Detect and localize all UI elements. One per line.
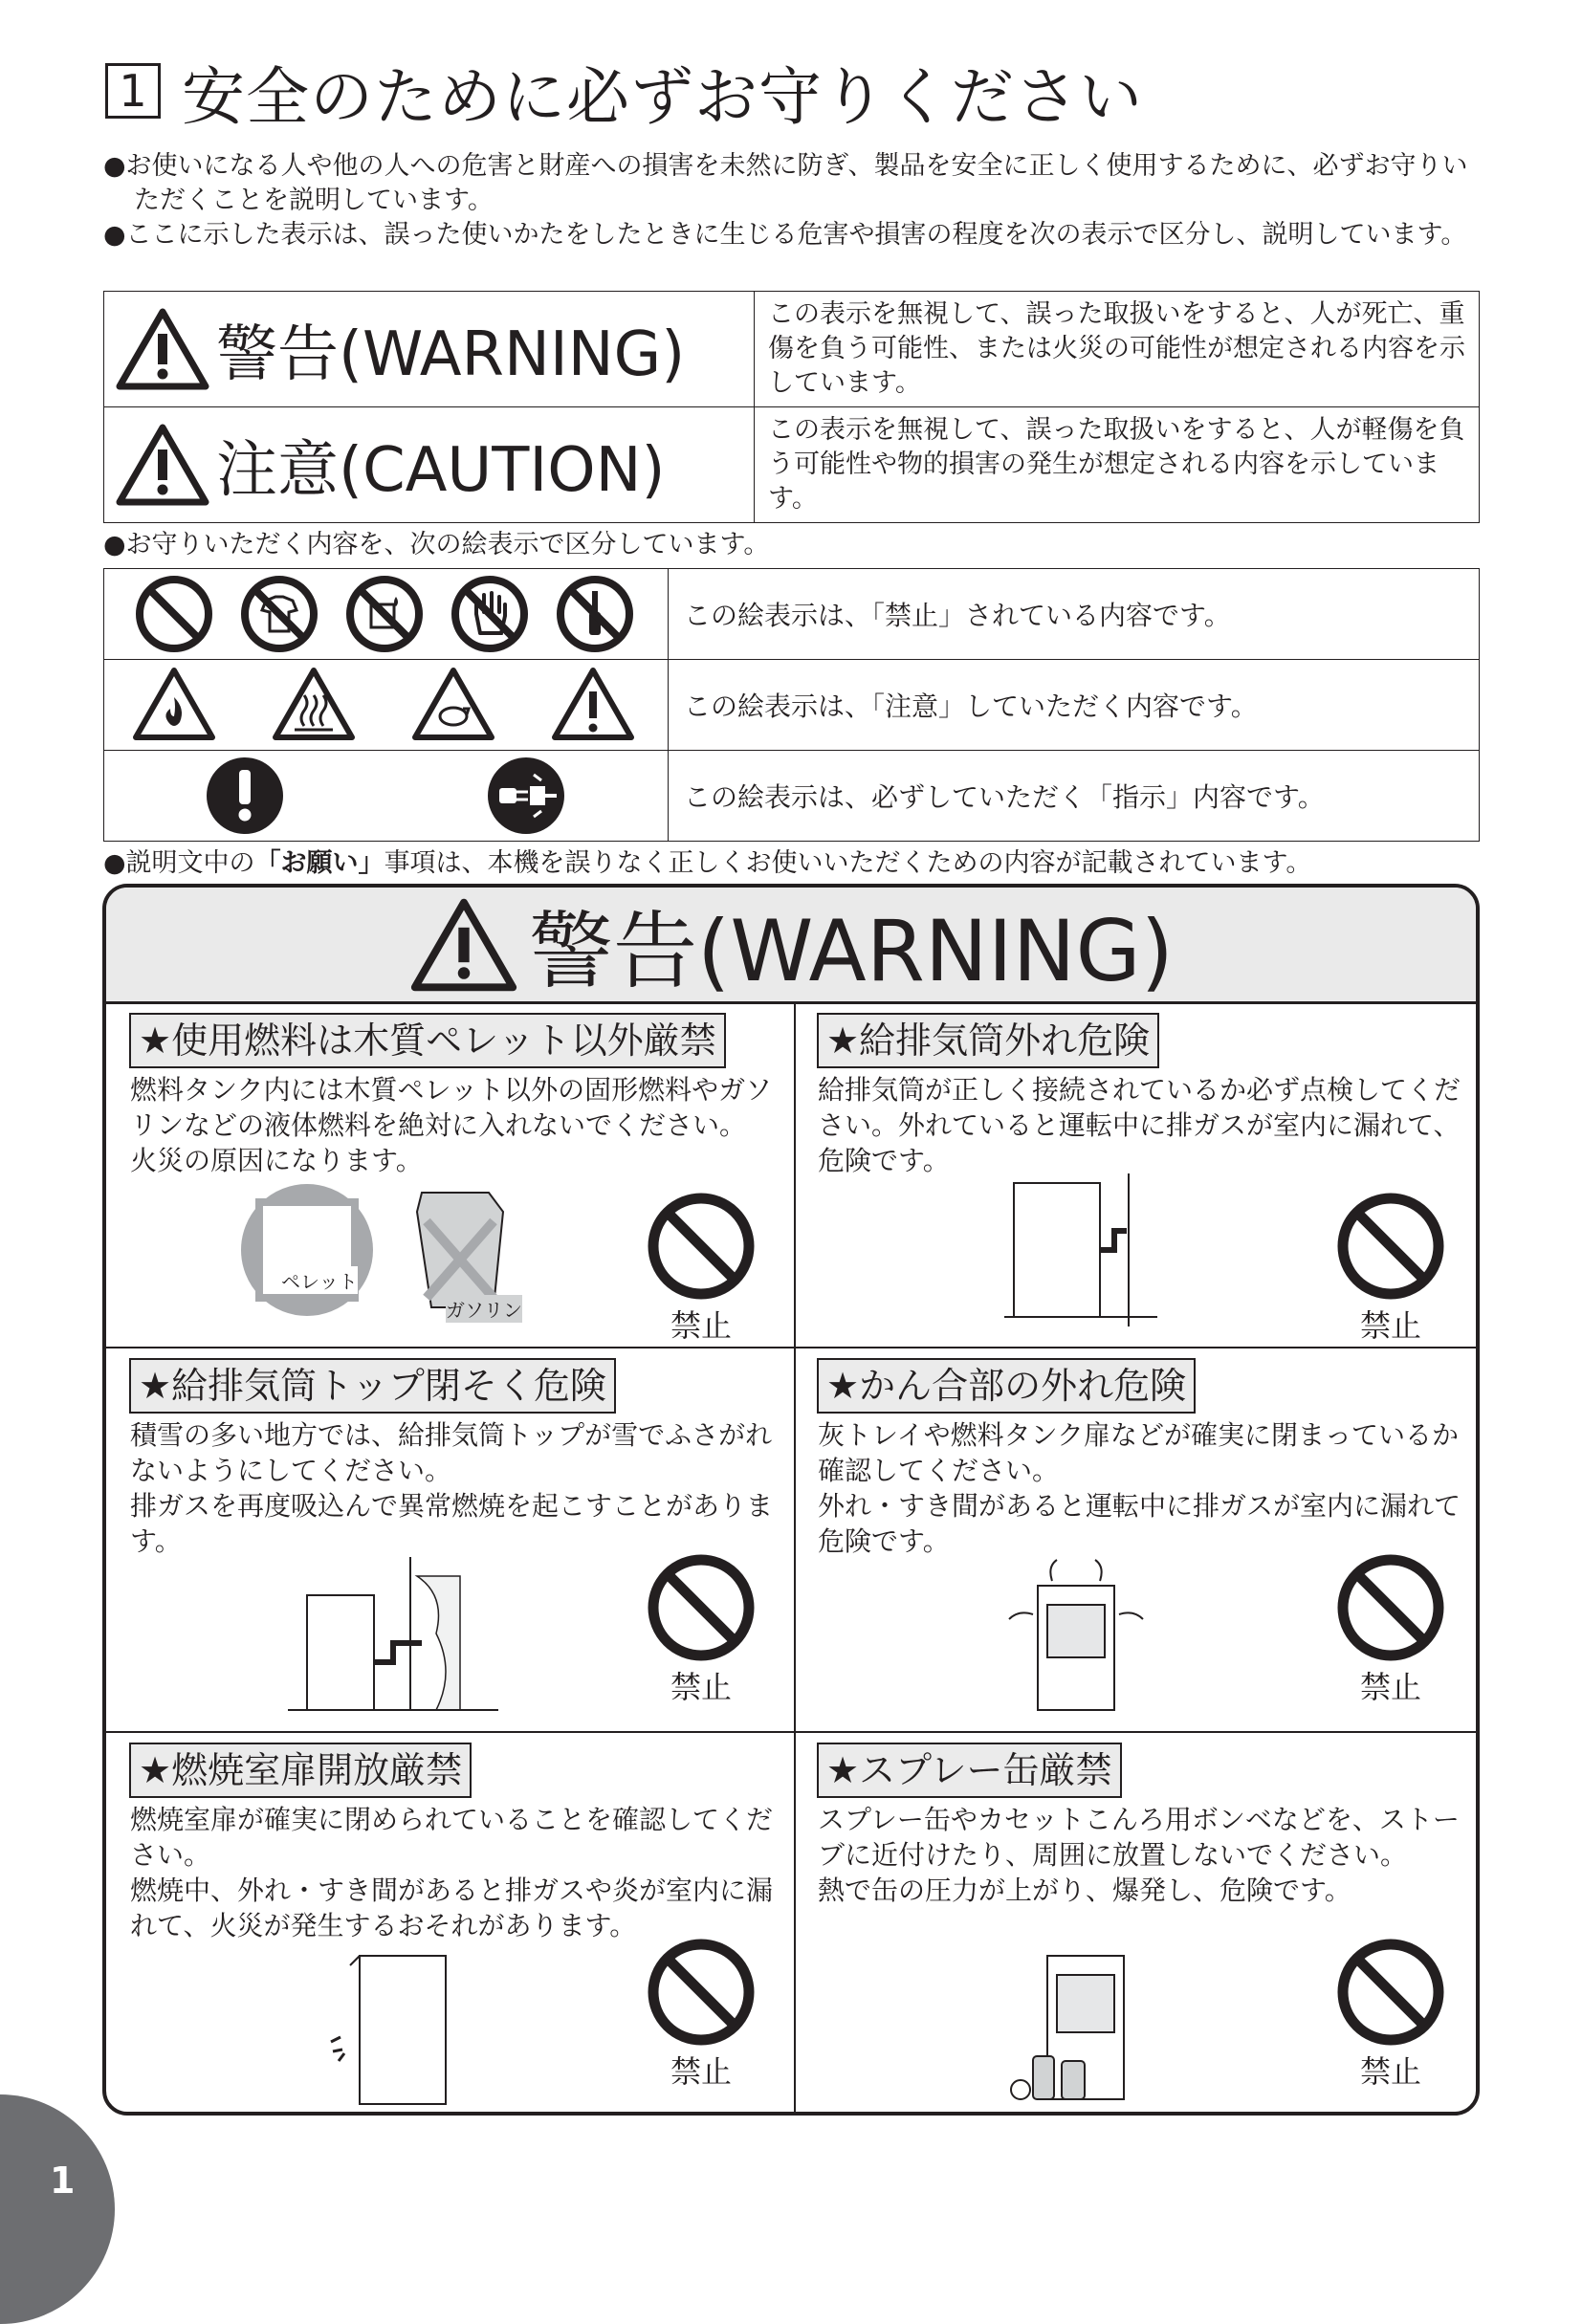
prohibition-desc: この絵表示は、「禁止」されている内容です。 [669,569,1480,660]
hot-surface-icon [275,670,352,737]
section-title: 安全のために必ずお守りください [182,59,1143,134]
warning-box-header [106,888,1476,1004]
prohibited-icon [644,1935,758,2050]
caution-triangle-icon [115,423,210,507]
warning-description: この表示を無視して、誤った取扱いをすると、人が死亡、重傷を負う可能性、または火災の可能性が想定される内容を示しています。 [755,292,1480,407]
prohibit-label: 禁止 [670,1669,732,1705]
warning-item-joints [794,1347,1480,1731]
intro-text [103,149,1490,252]
warning-item-body: スプレー缶やカセットこんろ用ボンベなどを、ストーブに近付けたり、周囲に放置しないでください。 熱で缶の圧力が上がり、爆発し、危険です。 [818,1804,1460,1906]
stove-gas-leak-illustration [1004,1557,1148,1720]
warning-item-title: ★スプレー缶厳禁 [817,1743,1122,1798]
prohibited-icon [1333,1935,1448,2050]
note-line [103,842,1311,879]
prohibited-icon [1333,1189,1448,1304]
prohibited-sign [1333,1550,1448,1707]
note-prefix: ●説明文中の [103,848,255,878]
page-number-tab [0,2094,115,2324]
snow-blocked-flue-illustration [288,1557,498,1720]
no-disassemble-icon [560,580,629,648]
warning-item-title: ★給排気筒外れ危険 [817,1013,1159,1068]
prohibited-sign [1333,1935,1448,2092]
warning-item-fuel [106,1001,794,1347]
prohibited-sign [1333,1189,1448,1346]
rotating-caution-icon [415,670,492,737]
warning-item-title: ★給排気筒トップ閉そく危険 [129,1358,616,1414]
warning-item-spray [794,1731,1480,2116]
warning-item-body: 燃料タンク内には木質ペレット以外の固形燃料やガソリンなどの液体燃料を絶対に入れないでください。 火災の原因になります。 [130,1074,773,1176]
warning-item-title: ★燃焼室扉開放厳禁 [129,1743,472,1798]
warning-item-body: 積雪の多い地方では、給排気筒トップが雪でふさがれないようにしてください。 排ガスを再度吸込んで異常燃焼を起こすことがあります。 [130,1419,774,1557]
warning-item-flue [794,1001,1480,1347]
mandatory-icons [104,751,669,842]
warning-item-body: 給排気筒が正しく接続されているか必ず点検してください。外れていると運転中に排ガスが室内に漏れて、危険です。 [818,1074,1461,1176]
pellet-label: ペレット [281,1266,358,1294]
spray-can-illustration [1009,1946,1153,2109]
warning-item-flue-top [106,1347,794,1731]
pictogram-intro-text: ●お守りいただく内容を、次の絵表示で区分しています。 [103,530,770,559]
caution-label: 注意(CAUTION) [216,435,666,506]
gasoline-label: ガソリン [446,1295,522,1323]
pictogram-table [103,568,1480,842]
prohibit-label: 禁止 [1359,2053,1421,2090]
warning-triangle-icon [408,897,519,993]
no-wet-icon [350,580,419,648]
no-touch-icon [455,580,524,648]
no-clothes-icon [245,580,314,648]
caution-icons [104,660,669,751]
mandatory-desc: この絵表示は、必ずしていただく「指示」内容です。 [669,751,1480,842]
fire-caution-icon [136,670,212,737]
pictogram-intro [103,528,1490,562]
warning-item-body: 燃焼室扉が確実に閉められていることを確認してください。 燃焼中、外れ・すき間があると排ガスや炎が室内に漏れて、火災が発生するおそれがあります。 [130,1804,774,1941]
warning-signal [105,305,753,393]
open-door-illustration [321,1946,465,2109]
flue-pipe-illustration [1004,1173,1157,1326]
prohibit-label: 禁止 [670,2053,732,2090]
warning-item-title: ★使用燃料は木質ペレット以外厳禁 [129,1013,726,1068]
page-number: 1 [50,2160,76,2202]
prohibited-icon [644,1550,758,1665]
prohibit-label: 禁止 [670,1307,732,1344]
prohibited-sign [644,1935,758,2092]
warning-box [102,884,1480,2116]
warning-box-title: 警告(WARNING) [528,901,1174,1000]
general-caution-icon [555,670,631,737]
caution-desc: この絵表示は、「注意」していただく内容です。 [669,660,1480,751]
prohibit-label: 禁止 [1359,1669,1421,1705]
warning-item-door [106,1731,794,2116]
prohibition-icons [104,569,669,660]
prohibited-icon [1333,1550,1448,1665]
intro-line: ●お使いになる人や他の人への危害と財産への損害を未然に防ぎ、製品を安全に正しく使用するために、必ずお守りいただくことを説明しています。 [103,151,1468,215]
note-suffix: 事項は、本機を誤りなく正しくお使いいただくための内容が記載されています。 [384,848,1312,878]
prohibit-label: 禁止 [1359,1307,1421,1344]
mandatory-icon [207,757,283,834]
prohibited-sign [644,1189,758,1346]
note-emphasis: 「お願い」 [254,848,385,878]
section-number: 1 [105,63,161,119]
warning-triangle-icon [115,307,210,391]
unplug-icon [488,757,564,834]
caution-signal [105,421,753,509]
prohibited-icon [140,580,209,648]
prohibited-icon [644,1189,758,1304]
warning-item-body: 灰トレイや燃料タンク扉などが確実に閉まっているか確認してください。 外れ・すき間があると運転中に排ガスが室内に漏れて危険です。 [818,1419,1461,1557]
page-title [105,50,1143,132]
caution-description: この表示を無視して、誤った取扱いをすると、人が軽傷を負う可能性や物的損害の発生が想定される内容を示しています。 [755,407,1480,523]
prohibited-sign [644,1550,758,1707]
signal-word-table [103,291,1480,523]
warning-label: 警告(WARNING) [216,319,686,390]
warning-item-title: ★かん合部の外れ危険 [817,1358,1196,1414]
intro-line: ●ここに示した表示は、誤った使いかたをしたときに生じる危害や損害の程度を次の表示で区分し、説明しています。 [103,220,1467,250]
